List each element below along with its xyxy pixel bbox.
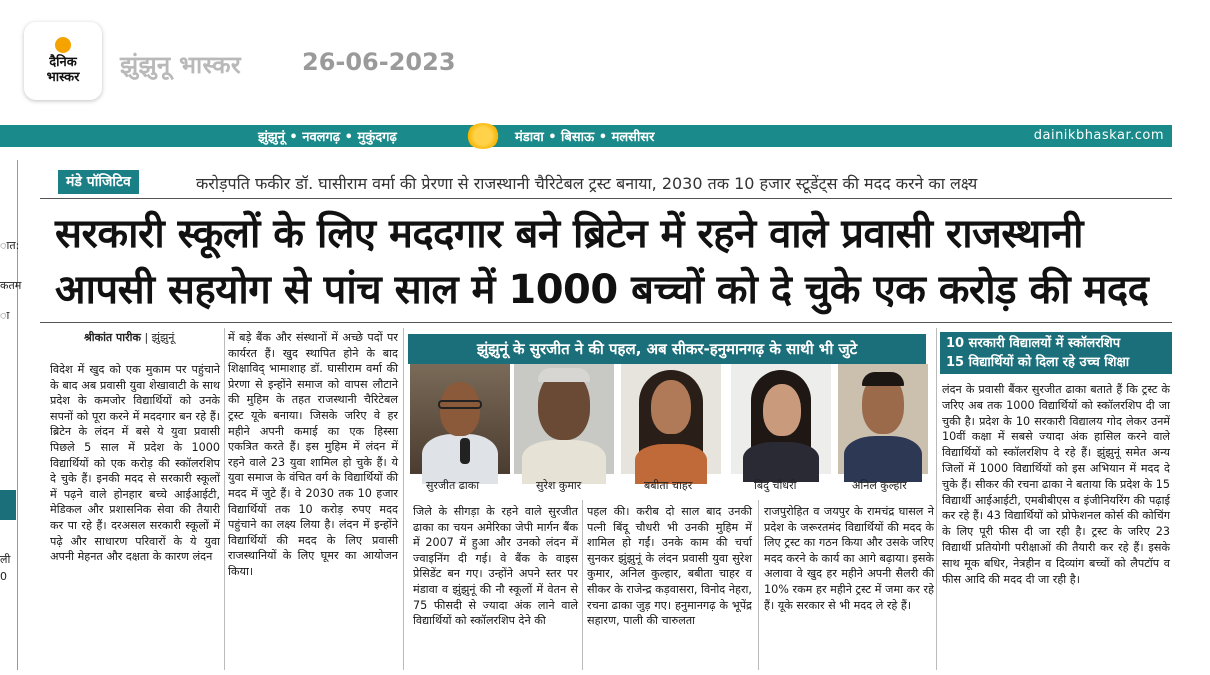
- byline-author: श्रीकांत पारीक: [84, 331, 141, 344]
- edition-date: 26-06-2023: [302, 48, 456, 76]
- photo-box-title: झुंझुनूं के सुरजीत ने की पहल, अब सीकर-हनुमानगढ़ के साथी भी जुटे: [408, 334, 926, 364]
- page-header: [0, 0, 1210, 118]
- photo-babita-chahar: [621, 364, 721, 474]
- byline: [84, 330, 174, 345]
- towns-right: मंडावा • बिसाऊ • मलसीसर: [515, 130, 655, 145]
- fragment-text: 0: [0, 570, 7, 583]
- article-column-2: में बड़े बैंक और संस्थानों में अच्छे पदों पर कार्यरत हैं। खुद स्थापित होने के बाद शिक्षाविद् भामाशाह डॉ. घासीराम वर्मा की प्रेरणा से इन्होंने समाज को वापस लौटाने की मुहिम के तहत राजस्थानी चैरिटेबल ट्रस्ट यूके बनाया। जिसके जरिए वे हर महीने अपनी कमाई का एक हिस्सा एकत्रित करते हैं। इस मुहिम में लंदन में रहने वाले 23 युवा शामिल हो चुके हैं। ये युवा समाज के वंचित वर्ग के विद्यार्थियों की मदद में जुटे हैं। वे 2030 तक 10 हजार विद्यार्थियों तक 10 करोड़ रुपए मदद पहुंचाने का लक्ष्य लिया है। लंदन में इन्होंने विद्यार्थियों की मदद के लिए प्रवासी राजस्थानियों के लिए घूमर का आयोजन किया।: [228, 331, 398, 578]
- column-divider: [403, 328, 404, 670]
- article-column-5: राजपुरोहित व जयपुर के रामचंद्र घासल ने प्रदेश के जरूरतमंद विद्यार्थियों की मदद के लिए ट्रस्ट का गठन किया और उसके जरिए मदद करने के कार्य का आगे बढ़ाया। इसके अलावा वे खुद हर महीने अपनी सैलरी की 10% रकम हर महीने ट्रस्ट में जमा कर रहे हैं। यूके सरकार से भी मदद ले रहे हैं।: [764, 505, 934, 612]
- website-label: dainikbhaskar.com: [1033, 128, 1164, 143]
- headline-line-2: आपसी सहयोग से पांच साल में 1000 बच्चों को दे चुके एक करोड़ की मदद: [55, 267, 1149, 313]
- edition-name: झुंझुनू भास्कर: [120, 51, 242, 79]
- divider: [40, 198, 1172, 199]
- photo-bindu-chaudhary: [731, 364, 831, 474]
- section-badge: मंडे पॉजिटिव: [58, 170, 139, 194]
- sun-icon: [55, 37, 71, 53]
- photo-caption: अनिल कुल्हार: [852, 479, 907, 492]
- logo-line-1: दैनिक: [49, 55, 77, 70]
- divider: [40, 322, 1172, 323]
- logo-line-2: भास्कर: [46, 70, 80, 85]
- fragment-text: कतम: [0, 279, 22, 292]
- photo-caption: बिंदु चौधरी: [754, 479, 797, 492]
- photo-anil-kulhar: [838, 364, 928, 474]
- article-column-4: पहल की। करीब दो साल बाद उनकी पत्नी बिंदू चौधरी भी उनकी मुहिम में शामिल हो गईं। उनके काम की चर्चा सुनकर झुंझुनूं के लंदन प्रवासी युवा सुरेश कुमार, अनिल कुल्हार, बबीता चाहर व सीकर के राजेन्द्र कड़वासरा, विनोद नेहरा, रचना ढाका जुड़ गए। हनुमानगढ़ के भूपेंद्र सहारण, पाली की चारुलता: [587, 505, 752, 628]
- article-column-1: विदेश में खुद को एक मुकाम पर पहुंचाने के बाद अब प्रवासी युवा शेखावाटी के साथ प्रदेश के कमजोर विद्यार्थियों को उनके सपनों को पूरा करने में मददगार बन रहे हैं। ब्रिटेन के लंदन में बसे ये युवा प्रवासी पिछले 5 साल में प्रदेश के 1000 विद्यार्थियों को एक करोड़ की स्कॉलरशिप दे चुके हैं। इनकी मदद से सरकारी स्कूलों में पढ़ने वाले होनहार बच्चे आईआईटी, मेडिकल और प्रशासनिक सेवा की तैयारी कर पा रहे हैं। दरअसल सरकारी स्कूलों में पढ़े और साधारण परिवारों के ये युवा अपनी मेहनत और दक्षता के कारण लंदन: [50, 363, 220, 564]
- column-divider: [224, 328, 225, 670]
- photo-caption: सुरजीत ढाका: [426, 479, 480, 492]
- column-divider: [758, 500, 759, 670]
- column-divider: [936, 328, 937, 670]
- towns-strip: [0, 125, 1172, 147]
- sidebar-heading-line-1: 10 सरकारी विद्यालयों में स्कॉलरशिप: [946, 336, 1121, 351]
- fragment-text: ात:: [0, 239, 20, 252]
- kicker-text: करोड़पति फकीर डॉ. घासीराम वर्मा की प्रेरणा से राजस्थानी चैरिटेबल ट्रस्ट बनाया, 2030 तक 10 हजार स्टूडेंट्स की मदद करने का लक्ष्य: [196, 174, 978, 193]
- headline-line-1: सरकारी स्कूलों के लिए मददगार बने ब्रिटेन में रहने वाले प्रवासी राजस्थानी: [55, 211, 1084, 257]
- fragment-text: ली: [0, 553, 11, 566]
- article-column-3: जिले के सीगड़ा के रहने वाले सुरजीत ढाका का चयन अमेरिका जेपी मार्गन बैंक में 2007 में हुआ और उनको लंदन में ज्वाइनिंग दी गई। वे बैंक के वाइस प्रेसिडेंट बन गए। उन्होंने अपने स्तर पर मंडावा व झुंझुनूं की नौ स्कूलों में वेतन से 75 फीसदी से ज्यादा अंक लाने वाले विद्यार्थियों को स्कॉलरशिप देने की: [413, 505, 578, 628]
- photo-caption: सुरेश कुमार: [536, 479, 582, 492]
- photo-caption: बबीता चाहर: [644, 479, 693, 492]
- sidebar-heading-line-2: 15 विद्यार्थियों को दिला रहे उच्च शिक्षा: [946, 355, 1130, 370]
- adjacent-article-fragment: [0, 160, 22, 670]
- byline-separator: |: [144, 331, 152, 344]
- dainik-bhaskar-logo[interactable]: [24, 22, 102, 100]
- column-divider: [582, 500, 583, 670]
- headline: [55, 206, 1148, 318]
- article-column-6: लंदन के प्रवासी बैंकर सुरजीत ढाका बताते हैं कि ट्रस्ट के जरिए अब तक 1000 विद्यार्थियों को स्कॉलरशिप दी जा चुकी है। प्रदेश के 10 सरकारी विद्यालय गोद लेकर उनमें 10वीं कक्षा में सबसे ज्यादा अंक हासिल करने वाले विद्यार्थियों को स्कॉलरशिप दे रहे हैं। झुंझुनूं समेत अन्य जिलों में 1000 विद्यार्थियों को इस अभियान में मदद दे चुके हैं। सीकर की रचना ढाका ने बताया कि प्रदेश के 15 विद्यार्थी आईआईटी, एमबीबीएस व इंजीनियरिंग की पढ़ाई कर रहे हैं। 43 विद्यार्थियों को प्रोफेशनल कोर्स की कोचिंग के लिए पूरी फीस दी जा रही है। ट्रस्ट के जरिए 23 विद्यार्थी प्रतियोगी परीक्षाओं की तैयारी कर रहे हैं। इसके साथ मूक बधिर, नेत्रहीन व दिव्यांग बच्चों को लैपटॉप व फीस आदि की मदद दी जा रही है।: [942, 383, 1170, 586]
- photo-surjeet-dhaka: [410, 364, 510, 474]
- towns-left: झुंझुनूं • नवलगढ़ • मुकुंदगढ़: [258, 130, 397, 145]
- sidebar-heading: [940, 332, 1172, 374]
- strip-sun-icon: [466, 123, 500, 149]
- photo-suresh-kumar: [514, 364, 614, 474]
- byline-place: झुंझुनूं: [151, 331, 175, 344]
- fragment-text: ा: [0, 309, 10, 322]
- fragment-block: [0, 490, 16, 520]
